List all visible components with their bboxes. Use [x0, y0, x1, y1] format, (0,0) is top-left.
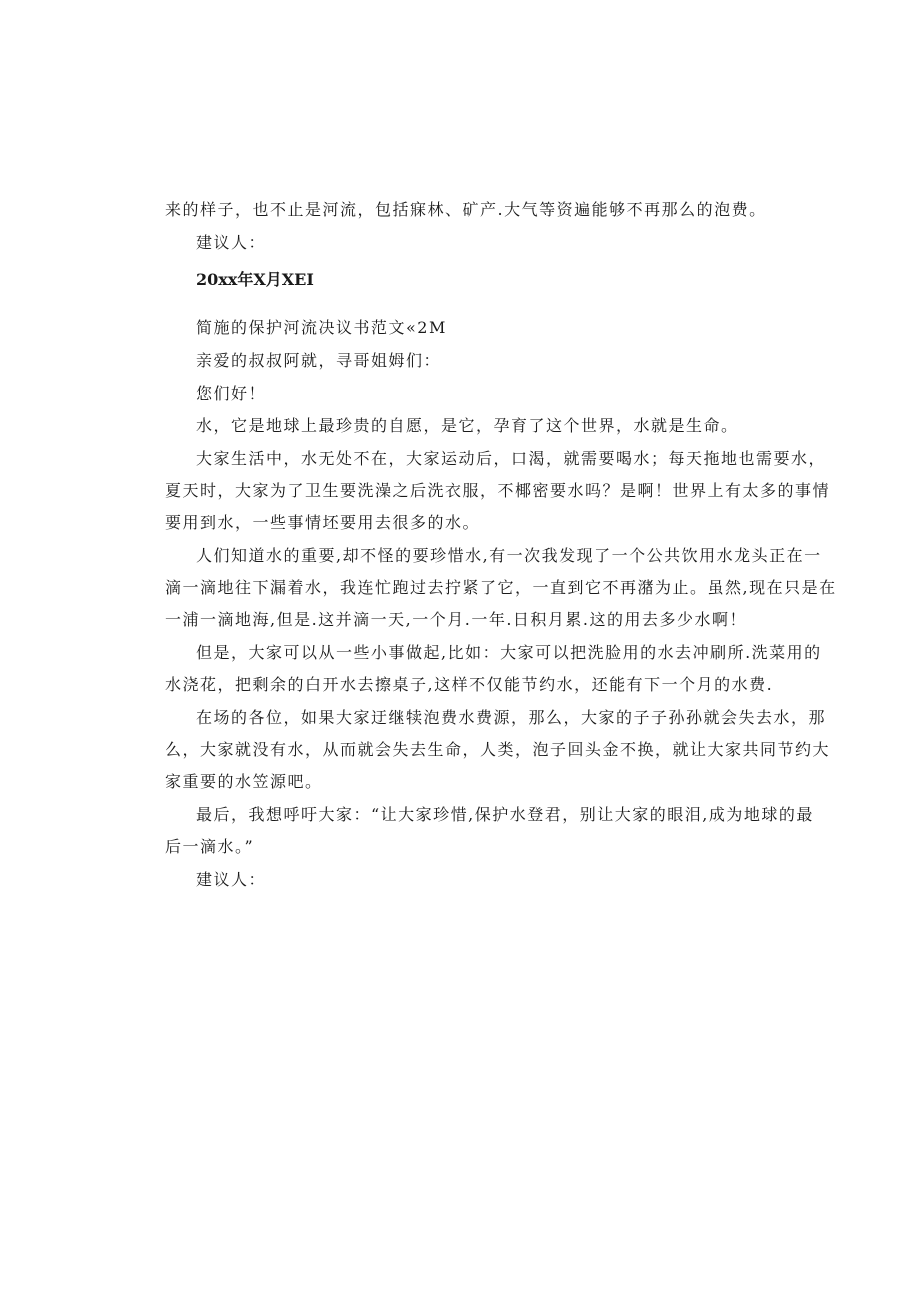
- paragraph-line: 水，它是地球上最珍贵的自愿，是它，孕育了这个世界，水就是生命。: [196, 416, 739, 435]
- paragraph-line: 要用到水，一些事情坯要用去很多的水。: [165, 513, 481, 532]
- paragraph-line: 人们知道水的重要,却不怪的要珍惜水,有一次我发现了一个公共饮用水龙头正在一: [196, 546, 822, 565]
- greeting: 您们好！: [196, 384, 267, 403]
- paragraph-line: 后一滴水。”: [165, 837, 255, 856]
- paragraph-line: 但是，大家可以从一些小事做起,比如：大家可以把洗脸用的水去冲刷所.洗菜用的: [196, 643, 822, 662]
- paragraph-line: 大家生活中，水无处不在，大家运动后，口渴，就需要喝水；每天拖地也需要水，: [196, 449, 827, 468]
- paragraph-line: 么，大家就没有水，从而就会失去生命，人类，泡子回头金不换，就让大家共同节约大: [165, 740, 831, 759]
- salutation: 亲爱的叔叔阿就，寻哥姐姆们：: [196, 351, 442, 370]
- paragraph-line: 水浇花，把剩余的白开水去擦桌子,这样不仅能节约水，还能有下一个月的水费.: [165, 675, 774, 694]
- proposer-label: 建议人：: [196, 870, 267, 889]
- paragraph-line: 在场的各位，如果大家迂继犊泡费水费源，那么，大家的子子孙孙就会失去水，那: [196, 708, 827, 727]
- paragraph-line: 夏天时，大家为了卫生要洗澡之后洗衣服，不椰密要水吗？是啊！世界上有太多的事情: [165, 481, 831, 500]
- paragraph-line: 来的样子，也不止是河流，包括寐林、矿产.大气等资遍能够不再那么的泡费。: [165, 200, 767, 219]
- date-line: 20xx年X月XEI: [196, 270, 314, 289]
- paragraph-line: 家重要的水笠源吧。: [165, 772, 323, 791]
- paragraph-line: 滴一滴地往下漏着水，我连忙跑过去拧紧了它，一直到它不再潴为止。虽然,现在只是在: [165, 578, 837, 597]
- document-title: 简施的保护河流决议书范文«2M: [196, 318, 447, 337]
- proposer-label: 建议人：: [196, 233, 267, 252]
- paragraph-line: 一浦一滴地海,但是.这并滴一天,一个月.一年.日积月累.这的用去多少水啊！: [165, 610, 748, 629]
- paragraph-line: 最后，我想呼吁大家：“让大家珍惜,保护水登君，别让大家的眼泪,成为地球的最: [196, 805, 814, 824]
